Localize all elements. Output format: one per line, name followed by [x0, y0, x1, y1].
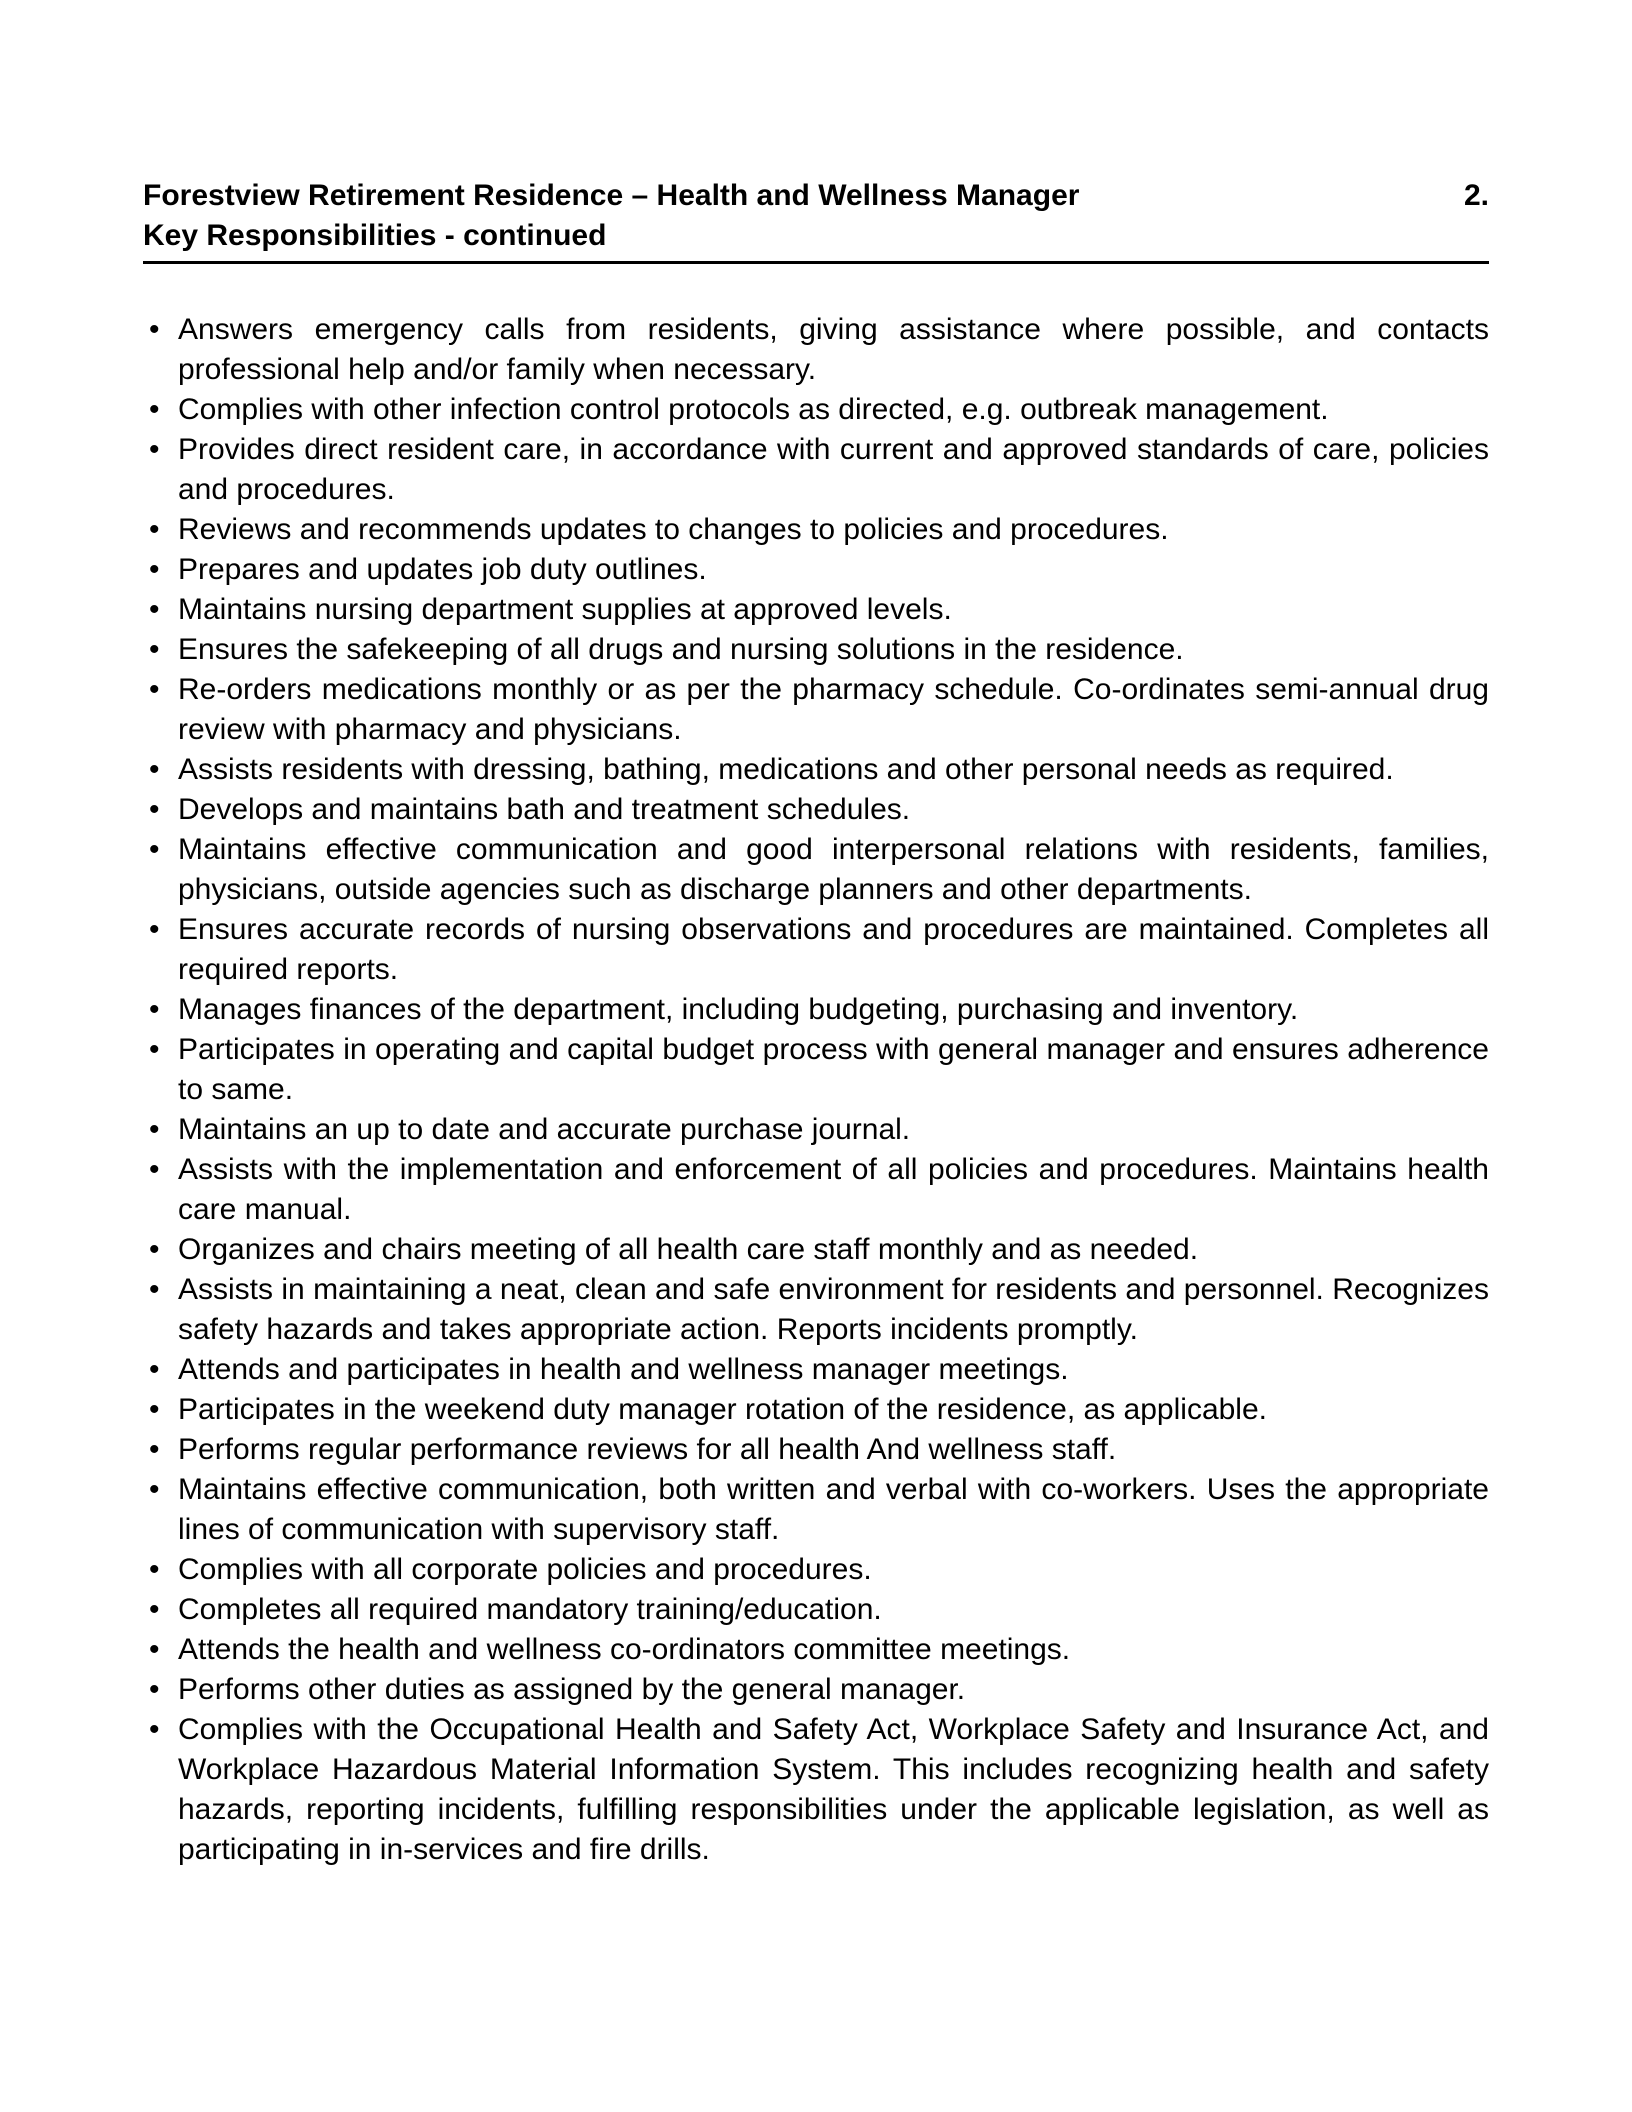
bullet-item: • Ensures accurate records of nursing observations and procedures are maintained. Completes all required reports.	[143, 910, 1489, 990]
page-subtitle: Key Responsibilities - continued	[143, 219, 607, 252]
bullet-item: • Performs regular performance reviews for all health And wellness staff.	[143, 1430, 1489, 1470]
bullet-item: • Assists in maintaining a neat, clean and safe environment for residents and personnel. Recognizes safety hazards and takes appropriate action. Reports incidents promptly.	[143, 1270, 1489, 1350]
header-title-row	[143, 176, 1489, 216]
bullet-item: • Manages finances of the department, including budgeting, purchasing and inventory.	[143, 990, 1489, 1030]
bullet-item: • Participates in the weekend duty manager rotation of the residence, as applicable.	[143, 1390, 1489, 1430]
header-rule	[143, 261, 1489, 264]
bullet-item: • Complies with other infection control protocols as directed, e.g. outbreak management.	[143, 390, 1489, 430]
bullet-item: • Maintains effective communication and good interpersonal relations with residents, families, physicians, outside agencies such as discharge planners and other departments.	[143, 830, 1489, 910]
page-title: Forestview Retirement Residence – Health and Wellness Manager	[143, 179, 1080, 212]
bullet-item: • Maintains effective communication, both written and verbal with co-workers. Uses the appropriate lines of communication with supervisory staff.	[143, 1470, 1489, 1550]
document-header	[143, 176, 1489, 264]
bullet-item: • Maintains nursing department supplies at approved levels.	[143, 590, 1489, 630]
bullet-item: • Provides direct resident care, in accordance with current and approved standards of care, policies and procedures.	[143, 430, 1489, 510]
bullet-item: • Develops and maintains bath and treatment schedules.	[143, 790, 1489, 830]
bullet-item: • Prepares and updates job duty outlines.	[143, 550, 1489, 590]
bullet-item: • Complies with all corporate policies and procedures.	[143, 1550, 1489, 1590]
bullet-item: • Ensures the safekeeping of all drugs and nursing solutions in the residence.	[143, 630, 1489, 670]
bullet-item: • Completes all required mandatory training/education.	[143, 1590, 1489, 1630]
bullet-item: • Organizes and chairs meeting of all health care staff monthly and as needed.	[143, 1230, 1489, 1270]
bullet-item: • Assists residents with dressing, bathing, medications and other personal needs as required.	[143, 750, 1489, 790]
bullet-item: • Assists with the implementation and enforcement of all policies and procedures. Maintains health care manual.	[143, 1150, 1489, 1230]
bullet-item: • Reviews and recommends updates to changes to policies and procedures.	[143, 510, 1489, 550]
bullet-item: • Maintains an up to date and accurate purchase journal.	[143, 1110, 1489, 1150]
bullet-item: • Attends and participates in health and wellness manager meetings.	[143, 1350, 1489, 1390]
responsibilities-list	[143, 310, 1489, 1870]
bullet-item: • Complies with the Occupational Health and Safety Act, Workplace Safety and Insurance Act, and Workplace Hazardous Material Information System. This includes recognizing health and safety hazards, reporting incidents, fulfilling responsibilities under the applicable legislation, as well as participating in in-services and fire drills.	[143, 1710, 1489, 1870]
bullet-item: • Participates in operating and capital budget process with general manager and ensures adherence to same.	[143, 1030, 1489, 1110]
page-number: 2.	[1463, 179, 1489, 212]
bullet-item: • Answers emergency calls from residents, giving assistance where possible, and contacts professional help and/or family when necessary.	[143, 310, 1489, 390]
bullet-item: • Performs other duties as assigned by the general manager.	[143, 1670, 1489, 1710]
bullet-item: • Re-orders medications monthly or as per the pharmacy schedule. Co-ordinates semi-annual drug review with pharmacy and physicians.	[143, 670, 1489, 750]
bullet-item: • Attends the health and wellness co-ordinators committee meetings.	[143, 1630, 1489, 1670]
